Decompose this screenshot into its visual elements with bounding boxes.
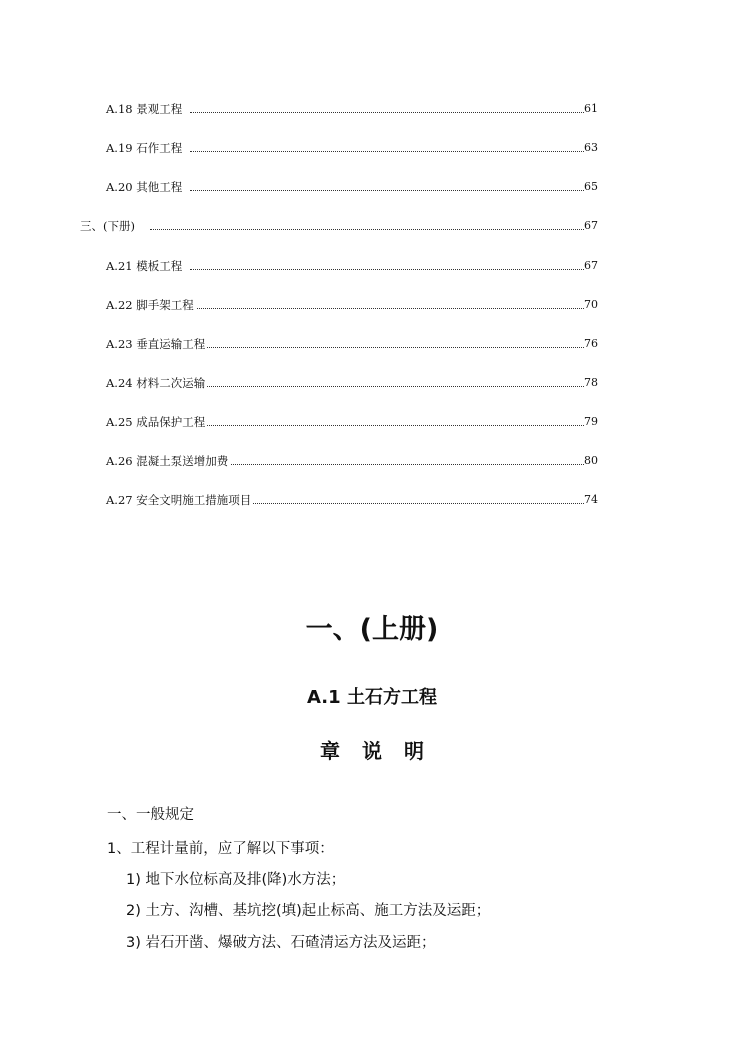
toc-entry-page: 70	[584, 295, 598, 315]
toc-entry-a27[interactable]	[0, 490, 744, 510]
dot-leader	[150, 229, 584, 230]
section-heading: 章说明	[320, 739, 446, 763]
toc-entry-page: 63	[584, 138, 598, 158]
toc-entry-a25[interactable]	[0, 412, 744, 432]
dot-leader	[190, 151, 584, 152]
volume-heading: 一、(上册)	[305, 614, 439, 645]
toc-entry-page: 79	[584, 412, 598, 432]
dot-leader	[190, 464, 584, 465]
toc-entry-label: A.25 成品保护工程	[106, 412, 207, 432]
item-1-subitem-2: 2) 土方、沟槽、基坑挖(填)起止标高、施工方法及运距；	[126, 903, 491, 919]
toc-entry-label: A.18 景观工程	[106, 99, 184, 119]
dot-leader	[190, 386, 584, 387]
dot-leader	[190, 308, 584, 309]
toc-entry-label: A.21 模板工程	[106, 256, 184, 276]
toc-entry-volume-3[interactable]	[0, 216, 744, 236]
toc-entry-page: 61	[584, 99, 598, 119]
toc-entry-a24[interactable]	[0, 373, 744, 393]
toc-entry-label: A.23 垂直运输工程	[106, 334, 207, 354]
toc-entry-label: A.20 其他工程	[106, 177, 184, 197]
toc-entry-page: 74	[584, 490, 598, 510]
item-1-subitem-3: 3) 岩石开凿、爆破方法、石碴清运方法及运距；	[126, 935, 436, 951]
toc-entry-page: 65	[584, 177, 598, 197]
toc-entry-a22[interactable]	[0, 295, 744, 315]
dot-leader	[190, 425, 584, 426]
toc-entry-page: 78	[584, 373, 598, 393]
toc-entry-a19[interactable]	[0, 138, 744, 158]
toc-entry-label: A.19 石作工程	[106, 138, 184, 158]
dot-leader	[190, 269, 584, 270]
toc-entry-page: 67	[584, 216, 598, 236]
toc-entry-label: A.27 安全文明施工措施项目	[106, 490, 253, 510]
toc-entry-a21[interactable]	[0, 256, 744, 276]
item-1-intro: 1、工程计量前，应了解以下事项：	[107, 841, 334, 857]
dot-leader	[190, 112, 584, 113]
toc-entry-page: 76	[584, 334, 598, 354]
toc-entry-label: A.22 脚手架工程	[106, 295, 196, 315]
dot-leader	[190, 190, 584, 191]
chapter-heading: A.1 土石方工程	[307, 687, 437, 708]
toc-entry-a23[interactable]	[0, 334, 744, 354]
general-rules-heading: 一、一般规定	[107, 807, 194, 823]
item-1-subitem-1: 1) 地下水位标高及排(降)水方法；	[126, 872, 346, 888]
toc-entry-label: A.24 材料二次运输	[106, 373, 207, 393]
toc-entry-label: A.26 混凝土泵送增加费	[106, 451, 230, 471]
toc-entry-label: 三、(下册)	[80, 216, 137, 236]
toc-entry-page: 80	[584, 451, 598, 471]
dot-leader	[190, 347, 584, 348]
toc-entry-a26[interactable]	[0, 451, 744, 471]
toc-entry-a18[interactable]	[0, 99, 744, 119]
toc-entry-page: 67	[584, 256, 598, 276]
toc-entry-a20[interactable]	[0, 177, 744, 197]
